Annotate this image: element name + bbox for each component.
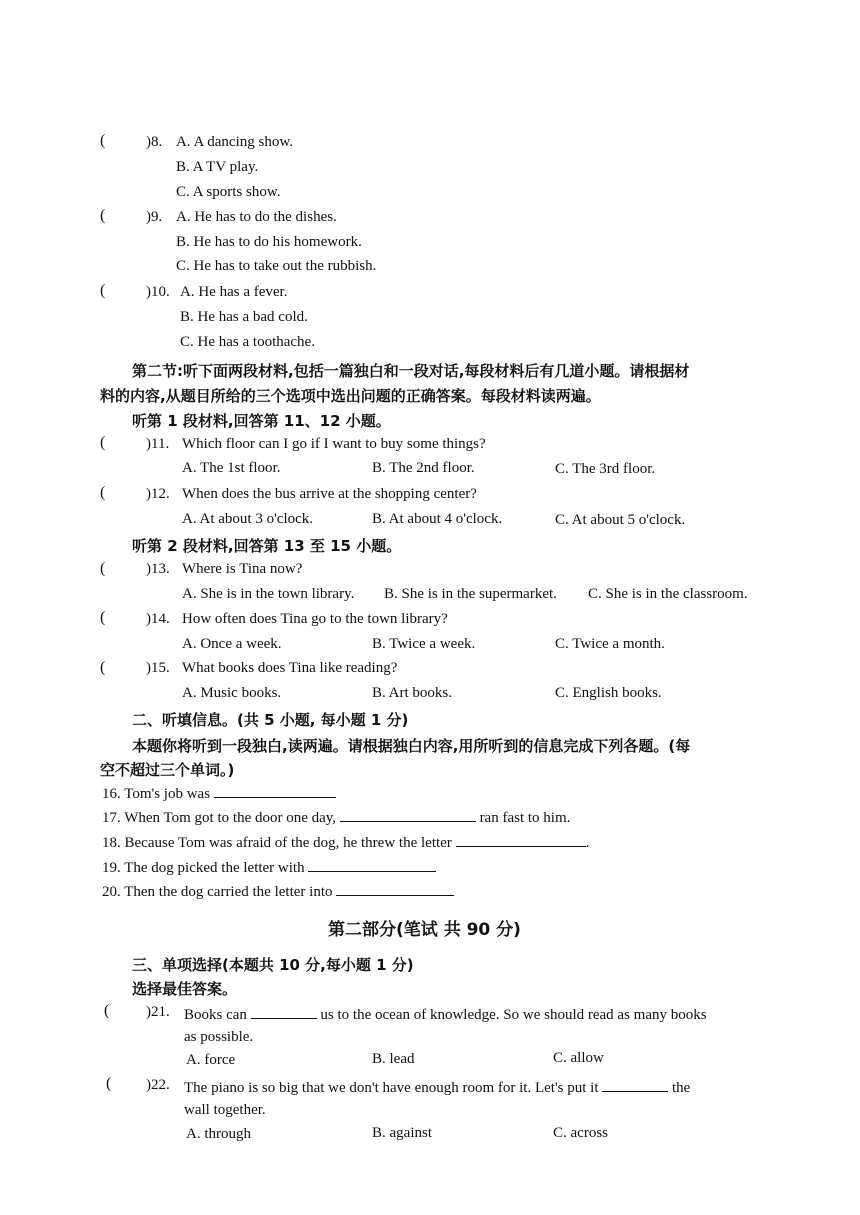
q15-stem: What books does Tina like reading? [182,660,398,676]
section2-heading-line1: 第二节:听下面两段材料,包括一篇独白和一段对话,每段材料后有几道小题。请根据材 [132,362,690,380]
q18-blank[interactable] [456,832,586,847]
q17-number: 17. [102,810,121,826]
answer-paren: ( [106,1075,112,1092]
q22-option-c: C. across [553,1125,608,1141]
q16-number: 16. [102,786,121,802]
q12-number: )12. [146,486,170,502]
q15-number: )15. [146,660,170,676]
q22-option-a: A. through [186,1126,251,1142]
q8-option-a: A. A dancing show. [176,134,293,150]
q21-stem-line2: as possible. [184,1029,254,1045]
q18-number: 18. [102,835,121,851]
q20-text: Then the dog carried the letter into [124,884,333,900]
q11-number: )11. [146,436,170,452]
q12-option-b: B. At about 4 o'clock. [372,511,503,527]
q8-option-c: C. A sports show. [176,184,281,200]
q14-option-a: A. Once a week. [182,636,282,652]
q14-option-c: C. Twice a month. [555,636,665,652]
q9-number: )9. [146,209,163,225]
q9-option-b: B. He has to do his homework. [176,234,362,250]
q14-stem: How often does Tina go to the town library? [182,611,448,627]
fill-instr-line1: 本题你将听到一段独白,读两遍。请根据独白内容,用所听到的信息完成下列各题。(每 [132,737,691,755]
q21-stem-post: us to the ocean of knowledge. So we should read as many books [320,1007,707,1023]
q22-stem-line2: wall together. [184,1102,266,1118]
section3-instr: 选择最佳答案。 [132,980,238,998]
q22-stem-line1 [184,1077,690,1097]
q9-option-c: C. He has to take out the rubbish. [176,258,377,274]
q21-option-a: A. force [186,1052,236,1068]
q14-option-b: B. Twice a week. [372,636,476,652]
q16-text: Tom's job was [124,786,211,802]
q16-line [102,783,336,803]
q13-option-b: B. She is in the supermarket. [384,586,557,602]
q12-option-c: C. At about 5 o'clock. [555,512,686,528]
fill-section-heading: 二、听填信息。(共 5 小题, 每小题 1 分) [132,711,409,729]
q17-line [102,807,570,827]
written-part-title: 第二部分(笔试 共 90 分) [328,920,521,940]
q15-option-b: B. Art books. [372,685,453,701]
q17-text-post: ran fast to him. [479,810,571,826]
q8-number: )8. [146,134,163,150]
q21-number: )21. [146,1004,170,1020]
fill-instr-line2: 空不超过三个单词。) [100,761,235,779]
answer-paren: ( [100,282,106,299]
q21-blank[interactable] [251,1004,317,1019]
answer-paren: ( [104,1002,110,1019]
q21-stem-pre: Books can [184,1007,247,1023]
q19-line [102,857,436,877]
q19-number: 19. [102,860,121,876]
answer-paren: ( [100,659,106,676]
q12-option-a: A. At about 3 o'clock. [182,511,314,527]
q22-blank[interactable] [602,1077,668,1092]
q13-option-a: A. She is in the town library. [182,586,355,602]
answer-paren: ( [100,609,106,626]
q13-stem: Where is Tina now? [182,561,303,577]
q13-number: )13. [146,561,170,577]
answer-paren: ( [100,560,106,577]
q15-option-a: A. Music books. [182,685,282,701]
q21-option-c: C. allow [553,1050,604,1066]
q16-blank[interactable] [214,783,336,798]
q11-option-c: C. The 3rd floor. [555,461,656,477]
q18-text-post: . [585,835,590,851]
q20-blank[interactable] [336,881,454,896]
answer-paren: ( [100,484,106,501]
q18-text-pre: Because Tom was afraid of the dog, he threw the letter [124,835,452,851]
q21-stem-line1 [184,1004,707,1024]
q9-option-a: A. He has to do the dishes. [176,209,337,225]
answer-paren: ( [100,132,106,149]
q22-number: )22. [146,1077,170,1093]
q18-line [102,832,589,852]
q17-blank[interactable] [340,807,476,822]
q10-option-a: A. He has a fever. [180,284,288,300]
q14-number: )14. [146,611,170,627]
q10-number: )10. [146,284,170,300]
q22-stem-post: the [672,1080,691,1096]
q15-option-c: C. English books. [555,685,662,701]
q22-stem-pre: The piano is so big that we don't have enough room for it. Let's put it [184,1080,599,1096]
material1-label: 听第 1 段材料,回答第 11、12 小题。 [132,412,391,430]
q11-option-a: A. The 1st floor. [182,460,281,476]
q20-number: 20. [102,884,121,900]
q19-text: The dog picked the letter with [124,860,305,876]
material2-label: 听第 2 段材料,回答第 13 至 15 小题。 [132,537,402,555]
section3-heading: 三、单项选择(本题共 10 分,每小题 1 分) [132,956,414,974]
q22-option-b: B. against [372,1125,432,1141]
q21-option-b: B. lead [372,1051,415,1067]
q8-option-b: B. A TV play. [176,159,259,175]
q17-text-pre: When Tom got to the door one day, [124,810,337,826]
q19-blank[interactable] [308,857,436,872]
section2-heading-line2: 料的内容,从题目所给的三个选项中选出问题的正确答案。每段材料读两遍。 [100,387,601,405]
q12-stem: When does the bus arrive at the shopping center? [182,486,477,502]
q20-line [102,881,454,901]
q13-option-c: C. She is in the classroom. [588,586,748,602]
q10-option-c: C. He has a toothache. [180,334,315,350]
answer-paren: ( [100,434,106,451]
q10-option-b: B. He has a bad cold. [180,309,308,325]
answer-paren: ( [100,207,106,224]
q11-option-b: B. The 2nd floor. [372,460,475,476]
q11-stem: Which floor can I go if I want to buy some things? [182,436,486,452]
